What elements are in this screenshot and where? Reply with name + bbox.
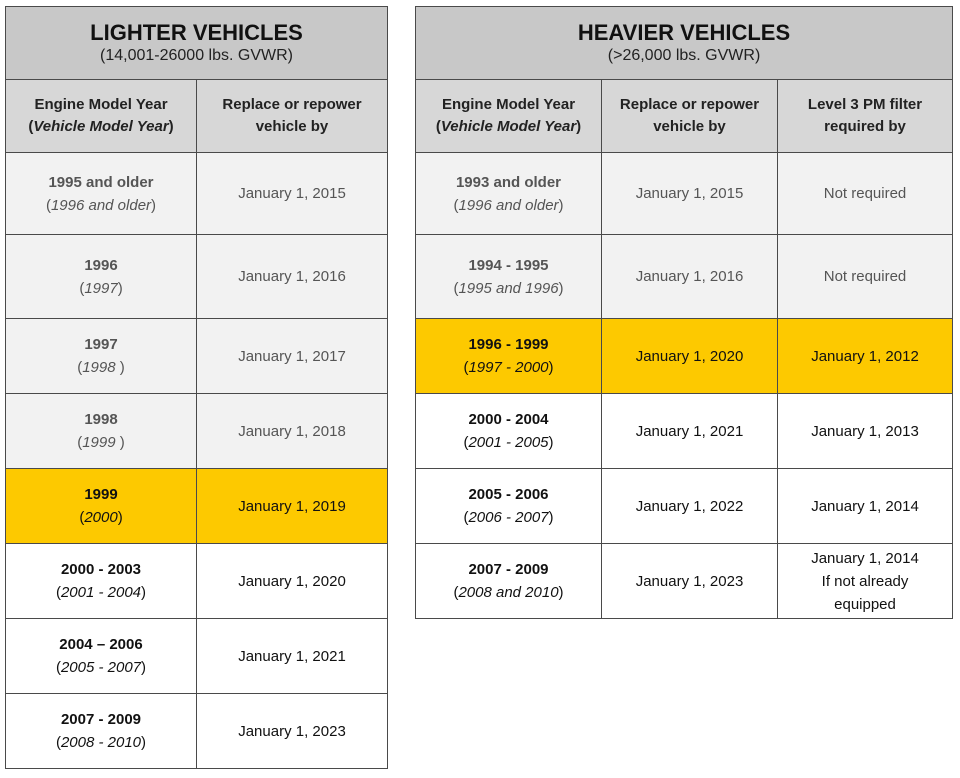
year-cell [6,619,197,694]
vehicle-model-year-wrap: (1995 and 1996) [453,279,564,297]
replace-by-cell [197,694,388,769]
engine-model-year: 2000 - 2003 [60,561,142,578]
replace-by-cell [197,235,388,319]
year-cell [6,394,197,469]
replace-by-cell [197,469,388,544]
heavier-vehicles-table [415,6,953,619]
engine-model-year: 2000 - 2004 [468,411,549,428]
table-row [416,394,953,469]
replace-by-cell [602,319,778,394]
vehicle-model-year-wrap: (2005 - 2007) [55,659,147,676]
vehicle-model-year: 2001 - 2004 [60,584,142,601]
heavier-title-cell [416,7,953,80]
replace-by-cell [197,319,388,394]
vehicle-model-year: 1996 and older [50,196,152,214]
lighter-header-replace-cell [197,80,388,153]
replace-by-date: January 1, 2020 [635,347,744,365]
vehicle-model-year-wrap: (1997 - 2000) [463,359,554,376]
vehicle-model-year-wrap: (1996 and older) [453,196,564,214]
engine-model-year: 1996 [84,256,118,274]
vehicle-model-year-wrap: (2000) [79,509,123,526]
table-row [6,235,388,319]
filter-by-cell [778,469,953,544]
heavier-header-filter: Level 3 PM filter required by [807,96,923,135]
table-row [416,544,953,619]
year-cell [6,153,197,235]
table-row [6,153,388,235]
table-row [416,469,953,544]
heavier-header-replace: Replace or repower vehicle by [619,96,760,135]
engine-model-year: 1995 and older [48,173,154,191]
vehicle-model-year-wrap: (2008 and 2010) [453,584,564,601]
replace-by-cell [602,235,778,319]
engine-model-year: 2007 - 2009 [60,711,142,728]
filter-by-cell [778,235,953,319]
vehicle-model-year-wrap: (2001 - 2005) [463,434,554,451]
vehicle-model-year: 2001 - 2005 [468,434,549,451]
vehicle-model-year: 2008 and 2010 [458,584,559,601]
replace-by-date: January 1, 2020 [238,572,346,590]
replace-by-date: January 1, 2018 [238,422,346,440]
lighter-header-engine-year: Engine Model Year [34,96,168,113]
replace-by-cell [602,469,778,544]
table-row [6,694,388,769]
replace-by-cell [197,544,388,619]
replace-by-cell [602,153,778,235]
filter-by-text: January 1, 2013 [811,422,919,440]
engine-model-year: 1994 - 1995 [468,256,549,274]
vehicle-model-year-wrap: (2006 - 2007) [463,509,554,526]
table-row [416,319,953,394]
engine-model-year: 1993 and older [455,173,562,191]
replace-by-date: January 1, 2019 [238,497,346,515]
engine-model-year: 2004 – 2006 [59,636,143,653]
table-row [6,544,388,619]
table-row [416,153,953,235]
engine-model-year: 1996 - 1999 [468,336,549,353]
replace-by-cell [602,544,778,619]
heavier-header-year: Engine Model Year (Vehicle Model Year) [416,80,602,153]
table-row [416,235,953,319]
filter-by-text: equipped [834,595,896,613]
table-row [6,619,388,694]
filter-by-cell [778,319,953,394]
replace-by-date: January 1, 2021 [635,422,744,440]
table-row [6,469,388,544]
vehicle-model-year-wrap: (1996 and older) [45,196,157,214]
lighter-header-year: Engine Model Year (Vehicle Model Year) [6,80,197,153]
filter-by-text: January 1, 2012 [811,347,919,365]
year-cell [6,694,197,769]
replace-by-cell [197,394,388,469]
heavier-header-engine-year: Engine Model Year [441,96,576,113]
replace-by-date: January 1, 2015 [238,185,346,202]
replace-by-cell [197,619,388,694]
heavier-header-replace-cell [602,80,778,153]
lighter-subtitle: (14,001-26000 lbs. GVWR) [100,47,293,64]
replace-by-cell [197,153,388,235]
replace-by-date: January 1, 2016 [635,268,744,285]
heavier-title: HEAVIER VEHICLES [577,20,791,45]
engine-model-year: 1999 [84,486,118,503]
engine-model-year: 2005 - 2006 [468,486,549,503]
replace-by-date: January 1, 2016 [238,268,346,285]
lighter-title: LIGHTER VEHICLES [90,20,303,45]
vehicle-model-year-wrap: (1997) [79,279,123,297]
year-cell [416,394,602,469]
table-row [6,319,388,394]
replace-by-date: January 1, 2017 [238,347,346,365]
engine-model-year: 1998 [84,411,118,428]
replace-by-date: January 1, 2022 [635,497,744,515]
vehicle-model-year-wrap: (1999 ) [77,434,125,451]
year-cell [416,235,602,319]
engine-model-year: 1997 [84,336,118,353]
year-cell [6,235,197,319]
filter-by-text: January 1, 2014 [811,549,919,567]
replace-by-date: January 1, 2021 [238,647,346,665]
vehicle-model-year: 1995 and 1996 [458,279,559,297]
vehicle-model-year-wrap: (2008 - 2010) [55,734,147,751]
vehicle-model-year: 1997 [84,279,118,297]
heavier-table-body [416,153,953,619]
vehicle-model-year: 2005 - 2007 [60,659,142,676]
filter-by-text: January 1, 2014 [811,497,919,515]
year-cell [416,544,602,619]
year-cell [6,469,197,544]
lighter-vehicles-table [5,6,388,769]
vehicle-model-year: 2006 - 2007 [468,509,549,526]
filter-by-cell [778,544,953,619]
replace-by-cell [602,394,778,469]
lighter-table-body [6,153,388,769]
replace-by-date: January 1, 2015 [635,185,744,202]
vehicle-model-year-wrap: (2001 - 2004) [55,584,147,601]
vehicle-model-year-wrap: (1998 ) [77,359,125,376]
lighter-title-cell [6,7,388,80]
year-cell [416,153,602,235]
filter-by-cell [778,153,953,235]
replace-by-date: January 1, 2023 [238,722,346,740]
vehicle-model-year: 1999 [82,434,120,451]
heavier-header-filter-cell [778,80,953,153]
table-row [6,394,388,469]
filter-by-text: If not already [821,572,909,590]
vehicle-model-year: 1996 and older [458,196,559,214]
filter-by-text: Not required [823,268,907,285]
vehicle-model-year: 1998 [82,359,120,376]
heavier-header-vehicle-year: Vehicle Model Year [440,118,577,135]
year-cell [416,469,602,544]
filter-by-text: Not required [823,185,907,202]
replace-by-date: January 1, 2023 [635,572,744,590]
heavier-subtitle: (>26,000 lbs. GVWR) [607,47,761,64]
year-cell [416,319,602,394]
vehicle-model-year: 2000 [84,509,118,526]
vehicle-model-year: 2008 - 2010 [60,734,142,751]
vehicle-model-year: 1997 - 2000 [468,359,549,376]
year-cell [6,544,197,619]
filter-by-cell [778,394,953,469]
year-cell [6,319,197,394]
lighter-header-vehicle-year: Vehicle Model Year [33,118,169,135]
engine-model-year: 2007 - 2009 [468,561,549,578]
lighter-header-replace: Replace or repower vehicle by [222,96,362,135]
